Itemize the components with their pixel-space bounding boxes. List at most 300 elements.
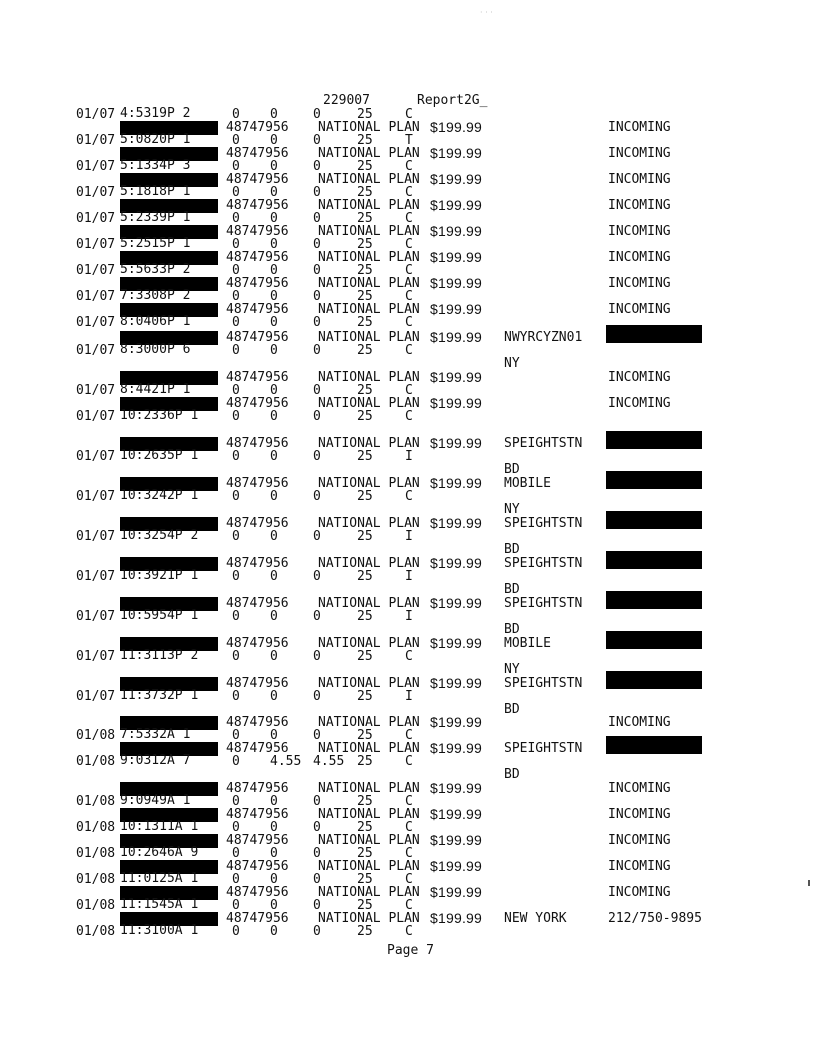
call-time-text: 5:5633P 2	[120, 262, 191, 277]
call-flag: C	[405, 211, 413, 226]
record-row	[0, 675, 814, 717]
call-time	[120, 288, 191, 303]
call-status: INCOMING	[608, 276, 671, 291]
call-date: 01/07	[76, 315, 116, 330]
value-4: 25	[357, 924, 373, 939]
call-destination: SPEIGHTSTN	[504, 676, 583, 691]
call-time: 4:5319P 2	[120, 106, 191, 121]
plan-amount: $199.99	[430, 119, 483, 135]
value-1: 0	[232, 289, 240, 304]
record-row	[0, 121, 814, 147]
value-3: 0	[313, 185, 321, 200]
value-2: 0	[270, 898, 278, 913]
call-time	[120, 568, 199, 583]
value-4: 25	[357, 237, 373, 252]
call-destination-state: NY	[504, 356, 520, 371]
plan-amount: $199.99	[430, 249, 483, 265]
call-date: 01/07	[76, 133, 116, 148]
plan-amount: $199.99	[430, 515, 483, 531]
call-date: 01/08	[76, 872, 116, 887]
account-code: 48747956	[226, 276, 289, 291]
plan-amount: $199.99	[430, 395, 483, 411]
value-4: 25	[357, 409, 373, 424]
call-flag: C	[405, 409, 413, 424]
value-2: 0	[270, 609, 278, 624]
plan-name: NATIONAL PLAN	[318, 676, 420, 691]
call-destination-state: BD	[504, 462, 520, 477]
account-code: 48747956	[226, 676, 289, 691]
account-number: 229007	[323, 93, 370, 108]
value-1: 0	[232, 924, 240, 939]
call-status: INCOMING	[608, 250, 671, 265]
value-3: 0	[313, 872, 321, 887]
record-row	[0, 834, 814, 860]
plan-name: NATIONAL PLAN	[318, 516, 420, 531]
value-2: 0	[270, 289, 278, 304]
value-2: 0	[270, 794, 278, 809]
call-time-text: 10:1311A 1	[120, 819, 199, 834]
value-4: 25	[357, 529, 373, 544]
record-row	[0, 782, 814, 808]
value-3: 4.55	[313, 754, 345, 769]
account-code: 48747956	[226, 436, 289, 451]
plan-amount: $199.99	[430, 555, 483, 571]
call-destination: MOBILE	[504, 476, 551, 491]
call-date: 01/07	[76, 237, 116, 252]
value-1: 0	[232, 649, 240, 664]
call-time	[120, 158, 191, 173]
call-status: INCOMING	[608, 715, 671, 730]
value-1: 0	[232, 872, 240, 887]
plan-amount: $199.99	[430, 275, 483, 291]
account-code: 48747956	[226, 885, 289, 900]
call-flag: C	[405, 924, 413, 939]
call-time-text: 10:3242P 1	[120, 488, 199, 503]
call-time-text: 7:5332A 1	[120, 727, 191, 742]
call-time-text: 8:3000P 6	[120, 342, 191, 357]
plan-name: NATIONAL PLAN	[318, 250, 420, 265]
plan-name: NATIONAL PLAN	[318, 330, 420, 345]
record-row	[0, 740, 814, 782]
call-status: INCOMING	[608, 396, 671, 411]
call-destination-state: BD	[504, 542, 520, 557]
account-code: 48747956	[226, 146, 289, 161]
account-code: 48747956	[226, 250, 289, 265]
plan-amount: $199.99	[430, 858, 483, 874]
call-date: 01/08	[76, 754, 116, 769]
plan-name: NATIONAL PLAN	[318, 833, 420, 848]
call-time-text: 7:3308P 2	[120, 288, 191, 303]
record-row	[0, 173, 814, 199]
call-date: 01/07	[76, 529, 116, 544]
redaction-bar-right	[606, 431, 702, 449]
account-code: 48747956	[226, 516, 289, 531]
call-status: INCOMING	[608, 146, 671, 161]
value-3: 0	[313, 107, 321, 122]
plan-name: NATIONAL PLAN	[318, 807, 420, 822]
redaction-bar-right	[606, 631, 702, 649]
value-3: 0	[313, 315, 321, 330]
call-time-text: 11:3732P 1	[120, 688, 199, 703]
call-date: 01/07	[76, 569, 116, 584]
call-flag: C	[405, 649, 413, 664]
record-row	[0, 397, 814, 423]
call-destination: SPEIGHTSTN	[504, 596, 583, 611]
value-1: 0	[232, 409, 240, 424]
call-destination-state: BD	[504, 767, 520, 782]
call-flag: C	[405, 107, 413, 122]
plan-name: NATIONAL PLAN	[318, 120, 420, 135]
value-1: 0	[232, 846, 240, 861]
plan-name: NATIONAL PLAN	[318, 276, 420, 291]
call-time-text: 9:0949A 1	[120, 793, 191, 808]
call-destination: SPEIGHTSTN	[504, 741, 583, 756]
call-date: 01/07	[76, 383, 116, 398]
value-2: 0	[270, 383, 278, 398]
value-3: 0	[313, 489, 321, 504]
call-date: 01/08	[76, 728, 116, 743]
value-1: 0	[232, 794, 240, 809]
call-time-text: 5:2339P 1	[120, 210, 191, 225]
report-title: Report2G_	[417, 93, 488, 108]
record-row	[0, 555, 814, 597]
redaction-bar-right	[606, 471, 702, 489]
account-code: 48747956	[226, 596, 289, 611]
call-status: 212/750-9895	[608, 911, 702, 926]
value-2: 4.55	[270, 754, 302, 769]
plan-amount: $199.99	[430, 329, 483, 345]
call-time	[120, 753, 191, 768]
call-status: INCOMING	[608, 781, 671, 796]
value-1: 0	[232, 185, 240, 200]
account-code: 48747956	[226, 198, 289, 213]
plan-name: NATIONAL PLAN	[318, 396, 420, 411]
record-row	[0, 886, 814, 912]
call-time	[120, 448, 199, 463]
call-time-text: 10:2635P 1	[120, 448, 199, 463]
call-destination-state: NY	[504, 502, 520, 517]
call-destination-state: BD	[504, 702, 520, 717]
call-destination: SPEIGHTSTN	[504, 556, 583, 571]
plan-amount: $199.99	[430, 780, 483, 796]
value-3: 0	[313, 924, 321, 939]
value-3: 0	[313, 529, 321, 544]
call-time-text: 10:5954P 1	[120, 608, 199, 623]
call-time	[120, 608, 199, 623]
value-2: 0	[270, 846, 278, 861]
account-code: 48747956	[226, 120, 289, 135]
account-code: 48747956	[226, 476, 289, 491]
value-4: 25	[357, 107, 373, 122]
call-destination: NEW YORK	[504, 911, 567, 926]
call-date: 01/07	[76, 649, 116, 664]
call-time-text: 10:2336P 1	[120, 408, 199, 423]
call-time	[120, 488, 199, 503]
plan-name: NATIONAL PLAN	[318, 911, 420, 926]
call-time	[120, 236, 191, 251]
account-code: 48747956	[226, 396, 289, 411]
record-row	[0, 475, 814, 517]
call-flag: I	[405, 689, 413, 704]
call-time-text: 5:1334P 3	[120, 158, 191, 173]
value-2: 0	[270, 924, 278, 939]
call-time-text: 10:2646A 9	[120, 845, 199, 860]
record-row	[0, 329, 814, 371]
value-2: 0	[270, 872, 278, 887]
call-flag: C	[405, 846, 413, 861]
call-time-text: 5:0820P 1	[120, 132, 191, 147]
call-time	[120, 184, 191, 199]
redaction-bar-right	[606, 551, 702, 569]
value-3: 0	[313, 343, 321, 358]
record-row	[0, 912, 814, 938]
plan-amount: $199.99	[430, 197, 483, 213]
value-4: 25	[357, 728, 373, 743]
plan-amount: $199.99	[430, 806, 483, 822]
call-status: INCOMING	[608, 198, 671, 213]
value-4: 25	[357, 872, 373, 887]
call-flag: C	[405, 343, 413, 358]
call-date: 01/07	[76, 159, 116, 174]
value-3: 0	[313, 289, 321, 304]
scan-specks: · · ·	[480, 8, 493, 17]
call-date: 01/07	[76, 449, 116, 464]
value-2: 0	[270, 489, 278, 504]
call-status: INCOMING	[608, 370, 671, 385]
call-time-text: 11:0125A 1	[120, 871, 199, 886]
value-3: 0	[313, 820, 321, 835]
plan-amount: $199.99	[430, 475, 483, 491]
value-1: 0	[232, 728, 240, 743]
value-3: 0	[313, 794, 321, 809]
record-row	[0, 147, 814, 173]
record-row	[0, 251, 814, 277]
value-4: 25	[357, 898, 373, 913]
value-4: 25	[357, 609, 373, 624]
call-date: 01/08	[76, 846, 116, 861]
record-row	[0, 515, 814, 557]
call-flag: C	[405, 237, 413, 252]
account-code: 48747956	[226, 224, 289, 239]
redaction-bar-right	[606, 511, 702, 529]
call-status: INCOMING	[608, 885, 671, 900]
account-code: 48747956	[226, 330, 289, 345]
call-flag: C	[405, 872, 413, 887]
value-1: 0	[232, 237, 240, 252]
call-flag: C	[405, 263, 413, 278]
call-date: 01/07	[76, 409, 116, 424]
plan-name: NATIONAL PLAN	[318, 146, 420, 161]
value-1: 0	[232, 159, 240, 174]
value-1: 0	[232, 449, 240, 464]
call-time	[120, 262, 191, 277]
plan-name: NATIONAL PLAN	[318, 781, 420, 796]
value-2: 0	[270, 211, 278, 226]
value-3: 0	[313, 159, 321, 174]
call-date: 01/07	[76, 689, 116, 704]
value-2: 0	[270, 315, 278, 330]
value-3: 0	[313, 689, 321, 704]
value-3: 0	[313, 609, 321, 624]
value-4: 25	[357, 649, 373, 664]
call-flag: I	[405, 609, 413, 624]
plan-amount: $199.99	[430, 435, 483, 451]
plan-name: NATIONAL PLAN	[318, 885, 420, 900]
account-code: 48747956	[226, 370, 289, 385]
record-row	[0, 225, 814, 251]
call-time-text: 9:0312A 7	[120, 753, 191, 768]
call-destination: SPEIGHTSTN	[504, 516, 583, 531]
call-time	[120, 342, 191, 357]
plan-name: NATIONAL PLAN	[318, 741, 420, 756]
call-flag: I	[405, 529, 413, 544]
value-2: 0	[270, 159, 278, 174]
plan-name: NATIONAL PLAN	[318, 556, 420, 571]
value-3: 0	[313, 846, 321, 861]
plan-name: NATIONAL PLAN	[318, 476, 420, 491]
call-time	[120, 897, 199, 912]
value-4: 25	[357, 211, 373, 226]
call-status: INCOMING	[608, 807, 671, 822]
call-time	[120, 408, 199, 423]
plan-amount: $199.99	[430, 145, 483, 161]
plan-name: NATIONAL PLAN	[318, 636, 420, 651]
value-4: 25	[357, 820, 373, 835]
call-status: INCOMING	[608, 302, 671, 317]
value-1: 0	[232, 263, 240, 278]
call-flag: C	[405, 315, 413, 330]
account-code: 48747956	[226, 302, 289, 317]
value-3: 0	[313, 133, 321, 148]
call-time	[120, 382, 191, 397]
plan-name: NATIONAL PLAN	[318, 198, 420, 213]
value-1: 0	[232, 529, 240, 544]
call-date: 01/07	[76, 107, 116, 122]
value-4: 25	[357, 315, 373, 330]
plan-amount: $199.99	[430, 595, 483, 611]
account-code: 48747956	[226, 172, 289, 187]
plan-amount: $199.99	[430, 369, 483, 385]
value-2: 0	[270, 107, 278, 122]
call-date: 01/08	[76, 820, 116, 835]
call-time	[120, 727, 191, 742]
call-flag: C	[405, 159, 413, 174]
plan-name: NATIONAL PLAN	[318, 715, 420, 730]
value-4: 25	[357, 383, 373, 398]
plan-amount: $199.99	[430, 910, 483, 926]
value-1: 0	[232, 754, 240, 769]
call-status: INCOMING	[608, 224, 671, 239]
call-time	[120, 819, 199, 834]
call-flag: I	[405, 449, 413, 464]
call-destination-state: NY	[504, 662, 520, 677]
redaction-bar-right	[606, 591, 702, 609]
plan-amount: $199.99	[430, 635, 483, 651]
value-1: 0	[232, 107, 240, 122]
value-2: 0	[270, 133, 278, 148]
call-time-text: 10:3921P 1	[120, 568, 199, 583]
call-status: INCOMING	[608, 833, 671, 848]
record-row	[0, 199, 814, 225]
call-time-text: 11:3113P 2	[120, 648, 199, 663]
page-number: Page 7	[387, 943, 434, 958]
value-3: 0	[313, 409, 321, 424]
call-time	[120, 528, 199, 543]
value-3: 0	[313, 237, 321, 252]
call-time	[120, 871, 199, 886]
plan-amount: $199.99	[430, 832, 483, 848]
value-2: 0	[270, 237, 278, 252]
value-4: 25	[357, 754, 373, 769]
plan-name: NATIONAL PLAN	[318, 302, 420, 317]
record-row	[0, 860, 814, 886]
call-destination-state: BD	[504, 582, 520, 597]
call-destination: MOBILE	[504, 636, 551, 651]
plan-amount: $199.99	[430, 884, 483, 900]
record-row	[0, 277, 814, 303]
plan-name: NATIONAL PLAN	[318, 859, 420, 874]
call-status: INCOMING	[608, 859, 671, 874]
plan-amount: $199.99	[430, 714, 483, 730]
call-date: 01/07	[76, 211, 116, 226]
value-3: 0	[313, 383, 321, 398]
value-1: 0	[232, 489, 240, 504]
value-3: 0	[313, 569, 321, 584]
record-row	[0, 595, 814, 637]
value-2: 0	[270, 263, 278, 278]
value-1: 0	[232, 211, 240, 226]
plan-amount: $199.99	[430, 675, 483, 691]
account-code: 48747956	[226, 781, 289, 796]
call-date: 01/08	[76, 898, 116, 913]
account-code: 48747956	[226, 859, 289, 874]
value-2: 0	[270, 728, 278, 743]
value-2: 0	[270, 529, 278, 544]
value-1: 0	[232, 609, 240, 624]
account-code: 48747956	[226, 807, 289, 822]
value-3: 0	[313, 263, 321, 278]
value-2: 0	[270, 185, 278, 200]
call-time	[120, 132, 191, 147]
plan-amount: $199.99	[430, 740, 483, 756]
call-time	[120, 648, 199, 663]
redaction-bar-right	[606, 671, 702, 689]
plan-amount: $199.99	[430, 171, 483, 187]
value-4: 25	[357, 185, 373, 200]
value-3: 0	[313, 898, 321, 913]
call-status: INCOMING	[608, 172, 671, 187]
call-flag: C	[405, 898, 413, 913]
value-2: 0	[270, 409, 278, 424]
plan-amount: $199.99	[430, 223, 483, 239]
value-2: 0	[270, 649, 278, 664]
value-3: 0	[313, 728, 321, 743]
call-time-text: 5:1818P 1	[120, 184, 191, 199]
value-1: 0	[232, 689, 240, 704]
plan-name: NATIONAL PLAN	[318, 172, 420, 187]
value-2: 0	[270, 820, 278, 835]
call-time-text: 8:4421P 1	[120, 382, 191, 397]
account-code: 48747956	[226, 833, 289, 848]
call-flag: C	[405, 489, 413, 504]
plan-name: NATIONAL PLAN	[318, 224, 420, 239]
record-row	[0, 635, 814, 677]
record-row	[0, 808, 814, 834]
plan-name: NATIONAL PLAN	[318, 370, 420, 385]
value-1: 0	[232, 343, 240, 358]
value-4: 25	[357, 289, 373, 304]
value-2: 0	[270, 689, 278, 704]
